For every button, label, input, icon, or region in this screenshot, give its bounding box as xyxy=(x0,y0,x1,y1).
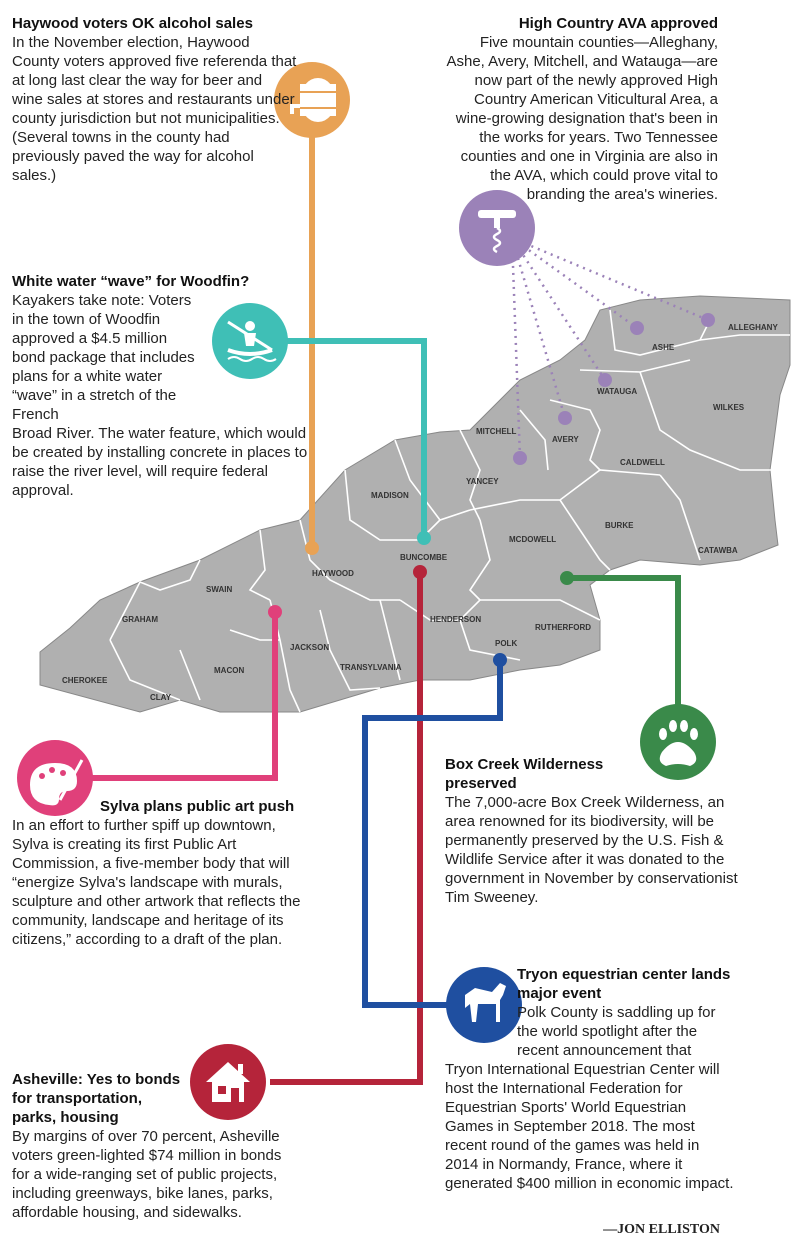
story-sylva-body: In an effort to further spiff up downtown, Sylva is creating its first Public Art Commission, a five-member body that will “energize Sylva's landscape with murals, sculpture and other artwork that reflects the community, landscape and heritage of its citizens,” according to a draft of the plan. xyxy=(12,817,301,948)
story-tryon xyxy=(445,965,735,1193)
woodfin-pin xyxy=(417,531,431,545)
story-woodfin-body-1: Kayakers take note: Voters in the town of Woodfin approved a $4.5 million bond package that includes plans for a white water “wave” in a stretch of the French xyxy=(12,292,195,423)
story-woodfin-title: White water “wave” for Woodfin? xyxy=(12,273,250,290)
county-label-buncombe: BUNCOMBE xyxy=(400,553,448,562)
county-label-ashe: ASHE xyxy=(652,343,675,352)
county-label-wilkes: WILKES xyxy=(713,403,745,412)
story-tryon-title: Tryon equestrian center lands major event xyxy=(517,966,731,1002)
county-label-jackson: JACKSON xyxy=(290,643,330,652)
county-label-swain: SWAIN xyxy=(206,585,233,594)
story-woodfin-body-2: Broad River. The water feature, which would be created by installing concrete in places to raise the river level, will require federal approval. xyxy=(12,425,308,499)
county-label-graham: GRAHAM xyxy=(122,615,158,624)
story-sylva xyxy=(12,797,312,949)
story-sylva-title: Sylva plans public art push xyxy=(100,798,295,815)
county-label-mitchell: MITCHELL xyxy=(476,427,517,436)
sylva-pin xyxy=(268,605,282,619)
county-label-caldwell: CALDWELL xyxy=(620,458,665,467)
county-label-rutherford: RUTHERFORD xyxy=(535,623,591,632)
story-box-creek-body: The 7,000-acre Box Creek Wilderness, an area renowned for its biodiversity, will be permanently preserved by the U.S. Fish & Wildlife Service after it was donated to the government in November by conservationist Tim Sweeney. xyxy=(445,794,738,906)
story-tryon-body-1: Polk County is saddling up for the world spotlight after the recent announcement that xyxy=(517,1004,716,1059)
county-label-yancey: YANCEY xyxy=(466,477,499,486)
story-asheville-title: Asheville: Yes to bonds for transportation, parks, housing xyxy=(12,1071,181,1126)
county-label-cherokee: CHEROKEE xyxy=(62,676,108,685)
county-label-macon: MACON xyxy=(214,666,245,675)
story-asheville xyxy=(12,1070,302,1222)
county-label-clay: CLAY xyxy=(150,693,172,702)
story-ava-body: Five mountain counties—Alleghany, Ashe, Avery, Mitchell, and Watauga—are now part of the newly approved High Country American Viticultural Area, a wine-growing designation that's been in the works for years. Two Tennessee counties and one in Virginia are also in the AVA, which could prove vital to branding the area's wineries. xyxy=(446,34,718,203)
story-haywood-body: In the November election, Haywood County voters approved five referenda that at long last clear the way for beer and wine sales at stores and restaurants under county jurisdiction but not municipalities. (Several towns in the county had previously paved the way for alcohol sales.) xyxy=(12,34,297,184)
story-asheville-body: By margins of over 70 percent, Asheville voters green-lighted $74 million in bonds for a wide-ranging set of public projects, including greenways, bike lanes, parks, affordable housing, and sidewalks. xyxy=(12,1128,282,1221)
story-box-creek xyxy=(445,755,745,907)
haywood-pin xyxy=(305,541,319,555)
story-woodfin xyxy=(12,272,312,500)
county-label-mcdowell: MCDOWELL xyxy=(509,535,557,544)
story-ava xyxy=(440,14,718,204)
story-haywood xyxy=(12,14,297,185)
county-label-haywood: HAYWOOD xyxy=(312,569,354,578)
county-label-transylvania: TRANSYLVANIA xyxy=(340,663,402,672)
county-label-avery: AVERY xyxy=(552,435,579,444)
county-label-henderson: HENDERSON xyxy=(430,615,482,624)
county-label-watauga: WATAUGA xyxy=(597,387,638,396)
county-label-madison: MADISON xyxy=(371,491,409,500)
county-label-alleghany: ALLEGHANY xyxy=(728,323,778,332)
asheville-pin xyxy=(413,565,427,579)
county-label-catawba: CATAWBA xyxy=(698,546,738,555)
story-box-creek-title: Box Creek Wilderness preserved xyxy=(445,756,604,792)
story-haywood-title: Haywood voters OK alcohol sales xyxy=(12,15,253,32)
story-tryon-body-2: Tryon International Equestrian Center will host the International Federation for Equestrian Sports' World Equestrian Games in September 2018. The most recent round of the games was held in 2014 in Normandy, France, where it generated $400 million in economic impact. xyxy=(445,1061,734,1192)
box-creek-pin xyxy=(560,571,574,585)
story-ava-title: High Country AVA approved xyxy=(518,15,718,32)
tryon-pin xyxy=(493,653,507,667)
county-label-polk: POLK xyxy=(495,639,518,648)
county-label-burke: BURKE xyxy=(605,521,634,530)
byline: —JON ELLISTON xyxy=(603,1222,720,1237)
